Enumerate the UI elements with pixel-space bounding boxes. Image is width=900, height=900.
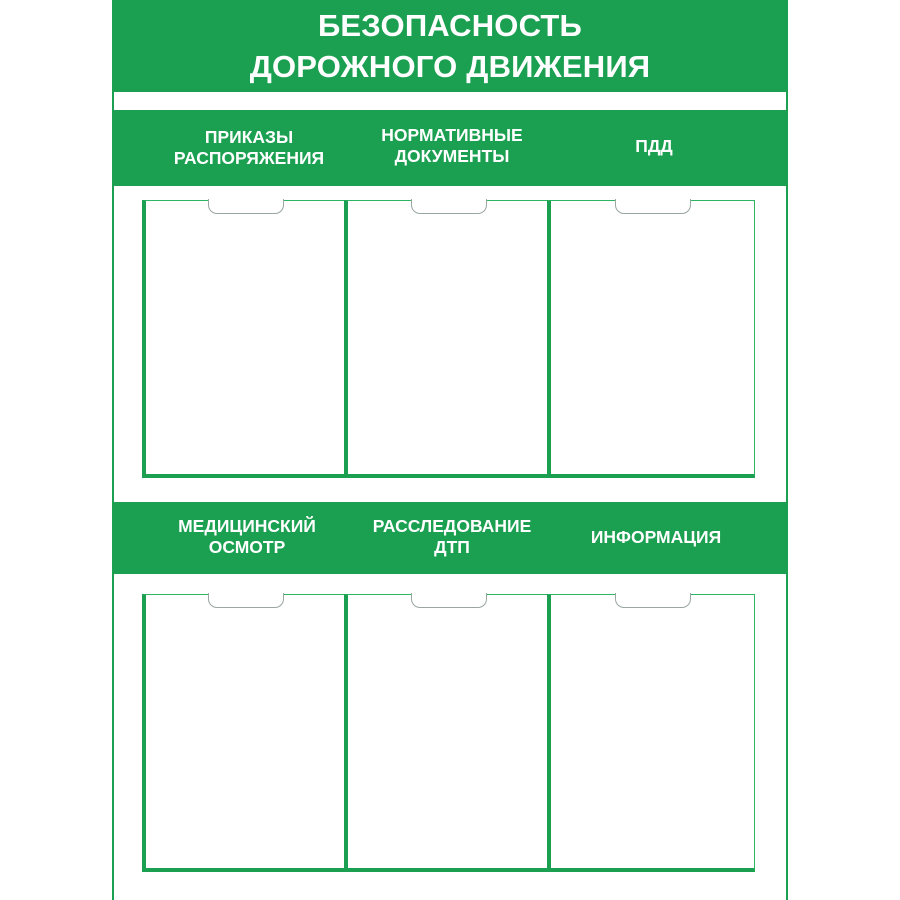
- document-pocket-accident-investigation[interactable]: [344, 594, 550, 872]
- section-label-line: НОРМАТИВНЫЕ: [381, 125, 523, 145]
- section-label-line: ПРИКАЗЫ: [204, 127, 294, 147]
- section-label-line: ДОКУМЕНТЫ: [394, 146, 510, 166]
- section-label-traffic-rules: [549, 136, 759, 157]
- top-section-header: [114, 110, 786, 186]
- section-label-normative-documents: [347, 125, 557, 167]
- pocket-tab-notch: [615, 593, 691, 608]
- section-label-line: ОСМОТР: [208, 537, 286, 557]
- section-label-line: ДТП: [434, 537, 470, 557]
- section-label-information: [551, 527, 761, 548]
- board-title: [114, 0, 786, 92]
- section-label-accident-investigation: [347, 516, 557, 558]
- section-label-orders: [144, 127, 354, 169]
- safety-board: [112, 0, 788, 900]
- pocket-tab-notch: [208, 593, 284, 608]
- document-pocket-orders[interactable]: [142, 200, 346, 478]
- section-label-line: РАССЛЕДОВАНИЕ: [372, 516, 532, 536]
- document-pocket-medical-exam[interactable]: [142, 594, 346, 872]
- document-pocket-normative-documents[interactable]: [344, 200, 550, 478]
- pocket-tab-notch: [208, 199, 284, 214]
- pocket-tab-notch: [615, 199, 691, 214]
- board-title-line-2: ДОРОЖНОГО ДВИЖЕНИЯ: [249, 49, 651, 84]
- section-label-line: МЕДИЦИНСКИЙ: [178, 516, 316, 536]
- document-pocket-traffic-rules[interactable]: [547, 200, 755, 478]
- section-label-line: ПДД: [635, 136, 673, 156]
- bottom-section-header: [114, 502, 786, 574]
- section-label-line: РАСПОРЯЖЕНИЯ: [173, 148, 325, 168]
- board-title-line-1: БЕЗОПАСНОСТЬ: [317, 8, 583, 43]
- section-label-line: ИНФОРМАЦИЯ: [590, 527, 722, 547]
- pocket-tab-notch: [411, 199, 487, 214]
- document-pocket-information[interactable]: [547, 594, 755, 872]
- pocket-tab-notch: [411, 593, 487, 608]
- section-label-medical-exam: [142, 516, 352, 558]
